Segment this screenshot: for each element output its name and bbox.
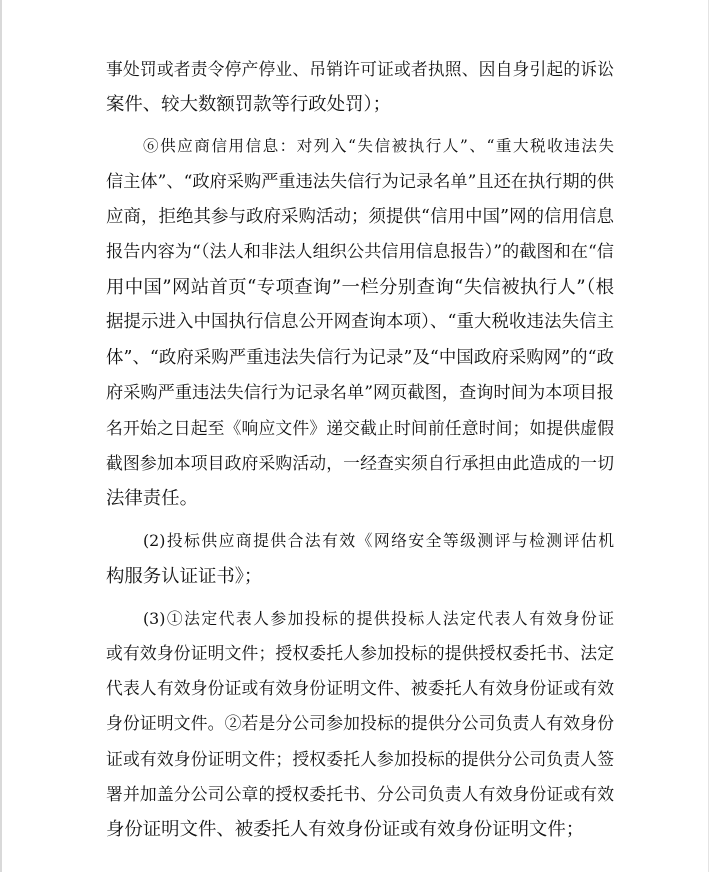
text-line: 法律责任。 [106, 488, 198, 510]
text-line: 身份证明文件、被委托人有效身份证或有效身份证明文件； [106, 818, 585, 840]
text-line: 应商，拒绝其参与政府采购活动；须提供“信用中国”网的信用信息 [106, 206, 614, 227]
paragraph-penalty-continuation [106, 52, 614, 122]
paragraph-representative-identity [106, 601, 614, 847]
text-line: 报告内容为“（法人和非法人组织公共信用信息报告）”的截图和在“信 [106, 241, 614, 262]
text-line: 证或有效身份证明文件；授权委托人参加投标的提供分公司负责人签 [106, 748, 614, 769]
text-line: ⑥供应商信用信息：对列入“失信被执行人”、“重大税收违法失 [143, 137, 614, 156]
text-line: 署并加盖分公司公章的授权委托书、分公司负责人有效身份证或有效 [106, 783, 614, 804]
text-line: 体”、“政府采购严重违法失信行为记录”及“中国政府采购网”的“政 [106, 347, 614, 368]
text-line: 事处罚或者责令停产停业、吊销许可证或者执照、因自身引起的诉讼 [106, 59, 614, 79]
text-line: 用中国”网站首页“专项查询”一栏分别查询“失信被执行人”（根 [106, 277, 614, 299]
text-line: 据提示进入中国执行信息公开网查询本项）、“重大税收违法失信主 [106, 312, 614, 333]
text-line: (3)①法定代表人参加投标的提供投标人法定代表人有效身份证 [143, 608, 614, 628]
text-line: 府采购严重违法失信行为记录名单”网页截图，查询时间为本项目报 [106, 382, 614, 403]
paragraph-credit-info [106, 129, 614, 516]
document-body [106, 52, 614, 847]
text-line: 信主体”、“政府采购严重违法失信行为记录名单”且还在执行期的供 [106, 171, 614, 192]
text-line: 构服务认证证书》； [106, 565, 263, 587]
paragraph-certificate [106, 523, 614, 593]
text-line: 身份证明文件。②若是分公司参加投标的提供分公司负责人有效身份 [106, 713, 614, 734]
text-line: 或有效身份证明文件；授权委托人参加投标的提供授权委托书、法定 [106, 643, 614, 663]
text-line: 名开始之日起至《响应文件》递交截止时间前任意时间；如提供虚假 [106, 417, 614, 438]
text-line: 案件、较大数额罚款等行政处罚）； [106, 94, 392, 116]
text-line: 截图参加本项目政府采购活动，一经查实须自行承担由此造成的一切 [106, 453, 614, 474]
page-left-edge [0, 0, 2, 872]
text-line: (2)投标供应商提供合法有效《网络安全等级测评与检测评估机 [143, 531, 614, 551]
text-line: 代表人有效身份证或有效身份证明文件、被委托人有效身份证或有效 [106, 678, 614, 699]
